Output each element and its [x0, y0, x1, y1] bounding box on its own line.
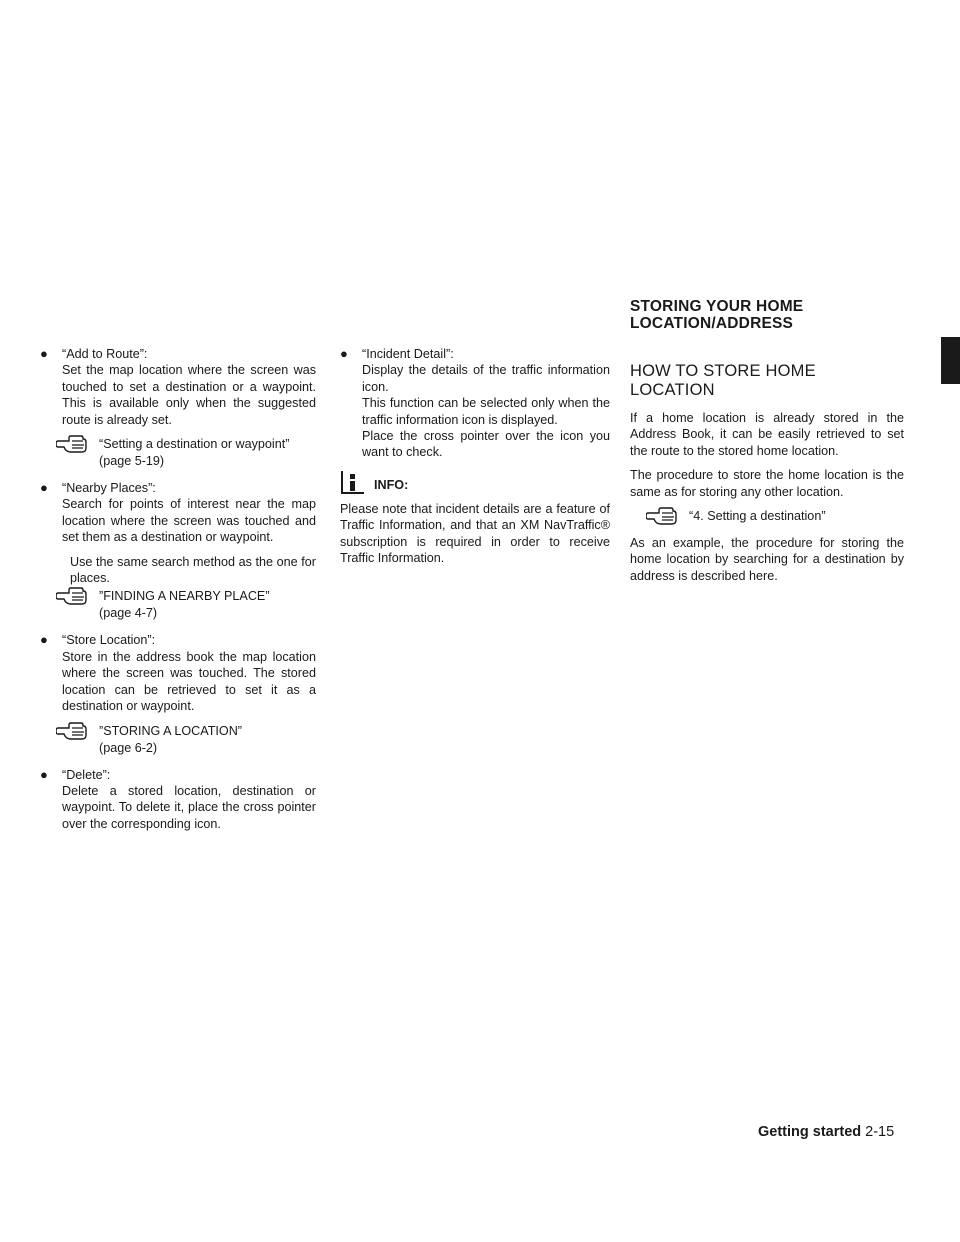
item-body: Place the cross pointer over the icon you want to check.: [362, 429, 610, 460]
right-column: [630, 298, 904, 592]
info-note-header: [340, 469, 610, 497]
reference-text: ”FINDING A NEARBY PLACE”: [99, 589, 270, 604]
sub-title: HOW TO STORE HOME LOCATION: [630, 362, 816, 399]
pointing-hand-icon: [56, 434, 90, 454]
list-item: [340, 346, 610, 461]
list-item: [40, 767, 316, 833]
list-item: [40, 480, 316, 546]
paragraph: If a home location is already stored in the Address Book, it can be easily retrieved to set the route to the stored home location.: [630, 411, 904, 458]
item-title: “Store Location”:: [62, 633, 156, 648]
list-item: [40, 632, 316, 714]
cross-reference[interactable]: [48, 723, 316, 757]
paragraph: As an example, the procedure for storing the home location by searching for a destination by address is described here.: [630, 536, 904, 583]
bullet-icon: ●: [40, 480, 48, 496]
item-body: This function can be selected only when the traffic information icon is displayed.: [362, 396, 610, 427]
section-title-line: STORING YOUR HOME: [630, 298, 804, 315]
page-footer: [758, 1124, 894, 1140]
item-body: Search for points of interest near the map location where the screen was touched and set them as a destination or waypoint.: [62, 497, 316, 545]
item-extra: Use the same search method as the one for places.: [70, 554, 316, 586]
left-column: [40, 346, 316, 840]
reference-page: (page 4-7): [99, 606, 158, 621]
item-body: Delete a stored location, destination or waypoint. To delete it, place the cross pointer over the corresponding icon.: [62, 783, 316, 831]
cross-reference[interactable]: [48, 436, 316, 470]
reference-text: ”STORING A LOCATION”: [99, 723, 242, 738]
section-title-line: LOCATION/ADDRESS: [630, 315, 794, 332]
bullet-icon: ●: [40, 346, 48, 361]
item-title: “Delete”:: [62, 767, 111, 782]
pointing-hand-icon: [646, 506, 680, 526]
item-title: “Add to Route”:: [62, 347, 148, 361]
bullet-icon: ●: [340, 346, 348, 361]
item-title: “Nearby Places”:: [62, 481, 156, 496]
footer-section: Getting started: [758, 1124, 862, 1140]
item-body: Store in the address book the map location where the screen was touched. The stored location can be retrieved to set it as a destination or waypoint.: [62, 649, 316, 714]
middle-column: [340, 346, 610, 574]
info-text: Please note that incident details are a feature of Traffic Information, and that an XM NavTraffic® subscription is required in order to receive Traffic Information.: [340, 501, 610, 566]
reference-text: “4. Setting a destination”: [689, 509, 826, 524]
reference-text: “Setting a destination or waypoint”: [99, 437, 290, 452]
page-number: 2-15: [865, 1124, 895, 1140]
pointing-hand-icon: [56, 586, 90, 606]
list-item: [40, 346, 316, 428]
info-icon: [340, 469, 366, 495]
item-body: Display the details of the traffic information icon.: [362, 363, 610, 394]
chapter-tab: [941, 337, 960, 384]
reference-page: (page 5-19): [99, 454, 165, 469]
item-title: “Incident Detail”:: [362, 347, 454, 361]
reference-page: (page 6-2): [99, 740, 158, 755]
bullet-icon: ●: [40, 766, 48, 782]
bullet-icon: ●: [40, 632, 48, 648]
item-body: Set the map location where the screen was touched to set a destination or a waypoint. This is available only when the suggested route is already set.: [62, 363, 316, 427]
pointing-hand-icon: [56, 721, 90, 741]
cross-reference[interactable]: [48, 588, 316, 622]
info-label: INFO:: [374, 477, 409, 492]
paragraph: The procedure to store the home location is the same as for storing any other location.: [630, 468, 904, 499]
section-title: [630, 298, 904, 332]
cross-reference[interactable]: [638, 508, 904, 525]
